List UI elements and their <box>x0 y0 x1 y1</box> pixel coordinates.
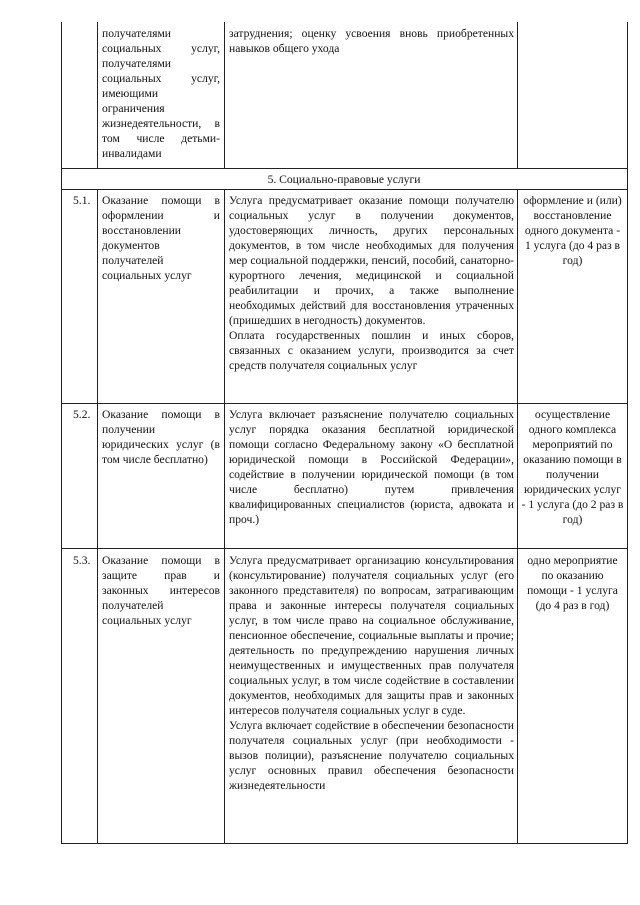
col-divider-name <box>224 190 225 844</box>
col-divider-name <box>224 22 225 169</box>
description-paragraph: Услуга предусматривает организацию консультирования (консультирование) получателя социальных услуг (его законного представителя) по вопросам, затрагивающим права и законные интересы получателя социальных услуг, в том числе право на социальное обслуживание, пенсионное обеспечение, социальные выплаты и прочие; деятельность по предупреждению нарушения личных неимущественных и имущественных прав получателя социальных услуг, в том числе содействие в составлении документов, необходимых для защиты прав и законных интересов получателя социальных услуг в суде. <box>229 554 514 717</box>
section-title: 5. Социально-правовые услуги <box>267 173 421 186</box>
service-volume: оформление и (или) восстановление одного документа - 1 услуга (до 4 раз в год) <box>523 194 622 267</box>
table-border-bottom <box>61 843 627 844</box>
service-name: Оказание помощи в оформлении и восстановлении документов получателей социальных услуг <box>102 194 220 282</box>
table-border-left <box>61 22 62 844</box>
service-description <box>229 407 514 527</box>
description-paragraph: Услуга включает разъяснение получателю социальных услуг порядка оказания бесплатной юридической помощи согласно Федеральному закону «О бесплатной юридической помощи в Российской Федерации», содействие в получении юридической помощи (в том числе бесплатно) путем привлечения квалифицированных специалистов (юриста, адвоката и проч.) <box>229 408 514 526</box>
row-number: 5.3. <box>73 554 91 567</box>
description-paragraph: Оплата государственных пошлин и иных сборов, связанных с оказанием услуги, производится за счет средств получателя социальных услуг <box>229 329 514 372</box>
col-divider-desc <box>517 190 518 844</box>
service-name: Оказание помощи в получении юридических услуг (в том числе бесплатно) <box>102 408 220 466</box>
service-volume: одно мероприятие по оказанию помощи - 1 услуга (до 4 раз в год) <box>527 554 618 612</box>
row-divider <box>61 548 627 549</box>
col-divider-num <box>97 190 98 844</box>
col-divider-desc <box>517 22 518 169</box>
service-name-continued: получателями социальных услуг, получателями социальных услуг, имеющими ограничения жизнедеятельности, в том числе детьми-инвалидами <box>102 27 220 160</box>
row-divider <box>61 189 627 190</box>
description-paragraph: Услуга предусматривает оказание помощи получателю социальных услуг в получении документов, удостоверяющих личность, других персональных документов, в том числе необходимых для получения мер социальной поддержки, пенсий, пособий, санаторно-курортного лечения, медицинской и социальной реабилитации и прочих, а также выполнение необходимых действий для восстановления утраченных (пришедших в негодность) документов. <box>229 194 514 327</box>
col-divider-num <box>97 22 98 169</box>
service-volume: осуществление одного комплекса мероприятий по оказанию помощи в получении юридических услуг - 1 услуга (до 2 раз в год) <box>521 408 624 526</box>
table-border-right <box>627 22 628 844</box>
row-number: 5.2. <box>73 408 91 421</box>
row-divider <box>61 168 627 169</box>
row-divider <box>61 403 627 404</box>
row-number: 5.1. <box>73 194 91 207</box>
service-description <box>229 193 514 373</box>
service-description-continued: затруднения; оценку усвоения вновь приобретенных навыков общего ухода <box>229 27 514 55</box>
service-description <box>229 553 514 793</box>
description-paragraph: Услуга включает содействие в обеспечении безопасности получателя социальных услуг (при необходимости - вызов полиции), разъяснение получателю социальных услуг основных правил обеспечения безопасности жизнедеятельности <box>229 719 514 792</box>
service-name: Оказание помощи в защите прав и законных интересов получателей социальных услуг <box>102 554 220 627</box>
